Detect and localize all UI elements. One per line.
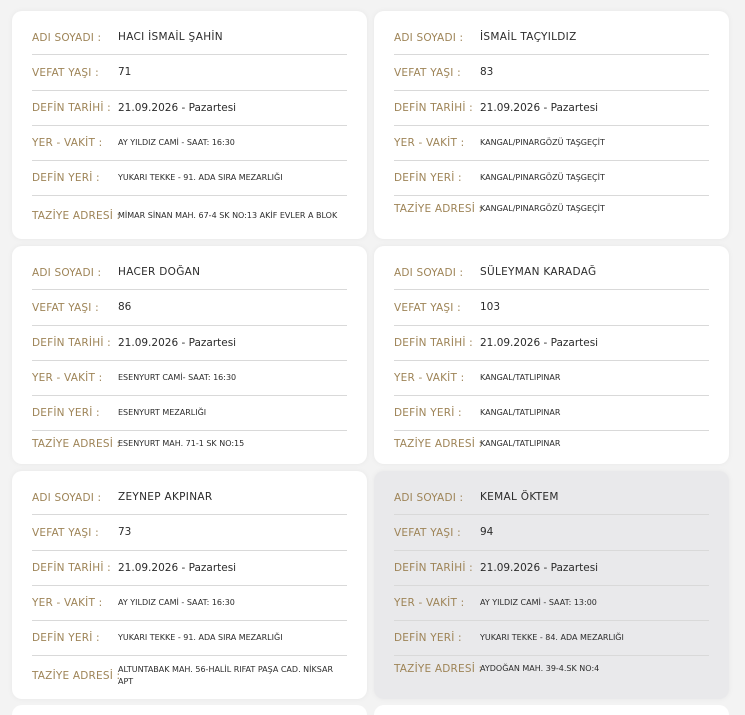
place-time-value: KANGAL/PINARGÖZÜ TAŞGEÇİT <box>480 138 605 147</box>
age-row <box>394 515 709 551</box>
place-time-row <box>394 361 709 396</box>
age-row <box>32 290 347 326</box>
place-time-value: AY YILDIZ CAMİ - SAAT: 16:30 <box>118 598 235 607</box>
burial-row <box>32 396 347 431</box>
date-label: DEFİN TARİHİ : <box>394 337 473 349</box>
condolence-value: ESENYURT MAH. 71-1 SK NO:15 <box>118 438 245 448</box>
name-label: ADI SOYADI : <box>394 31 464 44</box>
date-value: 21.09.2026 - Pazartesi <box>118 101 237 114</box>
condolence-label: TAZİYE ADRESİ : <box>32 670 121 682</box>
burial-label: DEFİN YERİ : <box>32 407 100 419</box>
burial-label: DEFİN YERİ : <box>394 632 462 644</box>
burial-row <box>394 396 709 431</box>
obituary-card[interactable] <box>374 11 729 239</box>
age-label: VEFAT YAŞI : <box>32 526 99 539</box>
place-time-label: YER - VAKİT : <box>32 137 103 149</box>
burial-value: KANGAL/TATLIPINAR <box>480 408 561 417</box>
burial-row <box>394 621 709 656</box>
name-label: ADI SOYADI : <box>394 266 464 279</box>
name-label: ADI SOYADI : <box>32 266 102 279</box>
age-row <box>32 515 347 551</box>
age-row <box>394 55 709 91</box>
date-value: 21.09.2026 - Pazartesi <box>480 101 599 114</box>
date-label: DEFİN TARİHİ : <box>32 102 111 114</box>
condolence-value: AYDOĞAN MAH. 39-4.SK NO:4 <box>480 663 600 673</box>
obituary-card[interactable] <box>12 246 367 464</box>
place-time-row <box>394 126 709 161</box>
condolence-row <box>32 656 347 696</box>
age-row <box>394 290 709 326</box>
condolence-label: TAZİYE ADRESİ : <box>394 437 483 450</box>
name-value: HACI İSMAİL ŞAHİN <box>118 31 223 43</box>
age-value: 103 <box>480 301 501 313</box>
date-row <box>32 551 347 586</box>
condolence-label: TAZİYE ADRESİ : <box>394 662 483 675</box>
name-row <box>394 256 709 290</box>
date-value: 21.09.2026 - Pazartesi <box>118 561 237 574</box>
place-time-label: YER - VAKİT : <box>394 597 465 609</box>
burial-label: DEFİN YERİ : <box>394 172 462 184</box>
date-row <box>394 551 709 586</box>
place-time-label: YER - VAKİT : <box>394 372 465 384</box>
age-value: 94 <box>480 526 494 538</box>
burial-label: DEFİN YERİ : <box>32 632 100 644</box>
obituary-card[interactable] <box>12 11 367 239</box>
burial-label: DEFİN YERİ : <box>394 407 462 419</box>
name-value: SÜLEYMAN KARADAĞ <box>480 266 597 278</box>
place-time-row <box>32 126 347 161</box>
name-row <box>32 256 347 290</box>
name-label: ADI SOYADI : <box>32 31 102 44</box>
place-time-row <box>32 361 347 396</box>
condolence-value: MİMAR SİNAN MAH. 67-4 SK NO:13 AKİF EVLER A BLOK <box>118 211 338 220</box>
age-label: VEFAT YAŞI : <box>394 301 461 314</box>
place-time-label: YER - VAKİT : <box>32 372 103 384</box>
burial-value: YUKARI TEKKE - 91. ADA SIRA MEZARLIĞI <box>118 633 283 642</box>
name-row <box>32 21 347 55</box>
date-value: 21.09.2026 - Pazartesi <box>118 336 237 349</box>
date-label: DEFİN TARİHİ : <box>32 337 111 349</box>
age-label: VEFAT YAŞI : <box>32 301 99 314</box>
name-value: İSMAİL TAÇYILDIZ <box>480 31 577 43</box>
burial-value: YUKARI TEKKE - 91. ADA SIRA MEZARLIĞI <box>118 173 283 182</box>
burial-value: KANGAL/PINARGÖZÜ TAŞGEÇİT <box>480 173 605 182</box>
burial-label: DEFİN YERİ : <box>32 172 100 184</box>
condolence-row <box>394 196 709 221</box>
condolence-label: TAZİYE ADRESİ : <box>32 437 121 450</box>
date-label: DEFİN TARİHİ : <box>32 562 111 574</box>
name-label: ADI SOYADI : <box>32 491 102 504</box>
burial-row <box>32 621 347 656</box>
place-time-value: AY YILDIZ CAMİ - SAAT: 16:30 <box>118 138 235 147</box>
name-value: KEMAL ÖKTEM <box>480 491 559 503</box>
age-label: VEFAT YAŞI : <box>32 66 99 79</box>
date-label: DEFİN TARİHİ : <box>394 102 473 114</box>
condolence-row <box>32 196 347 236</box>
age-row <box>32 55 347 91</box>
obituary-card[interactable] <box>374 246 729 464</box>
age-value: 73 <box>118 526 132 538</box>
date-value: 21.09.2026 - Pazartesi <box>480 561 599 574</box>
burial-row <box>32 161 347 196</box>
age-label: VEFAT YAŞI : <box>394 526 461 539</box>
next-card-edge <box>374 705 729 715</box>
date-label: DEFİN TARİHİ : <box>394 562 473 574</box>
condolence-row <box>32 431 347 456</box>
name-row <box>394 21 709 55</box>
place-time-value: KANGAL/TATLIPINAR <box>480 373 561 382</box>
date-row <box>32 326 347 361</box>
date-row <box>394 326 709 361</box>
burial-row <box>394 161 709 196</box>
name-label: ADI SOYADI : <box>394 491 464 504</box>
obituary-card[interactable] <box>374 471 729 699</box>
condolence-label: TAZİYE ADRESİ : <box>394 202 483 215</box>
place-time-value: ESENYURT CAMİ- SAAT: 16:30 <box>118 373 237 382</box>
name-value: HACER DOĞAN <box>118 266 201 278</box>
date-row <box>394 91 709 126</box>
condolence-row <box>394 656 709 681</box>
condolence-value: KANGAL/PINARGÖZÜ TAŞGEÇİT <box>480 203 605 213</box>
condolence-value: KANGAL/TATLIPINAR <box>480 438 561 448</box>
date-row <box>32 91 347 126</box>
condolence-value: ALTUNTABAK MAH. 56-HALİL RIFAT PAŞA CAD. NİKSAR APT <box>118 665 333 686</box>
age-value: 83 <box>480 66 494 78</box>
place-time-row <box>394 586 709 621</box>
place-time-row <box>32 586 347 621</box>
name-row <box>394 481 709 515</box>
place-time-label: YER - VAKİT : <box>32 597 103 609</box>
condolence-label: TAZİYE ADRESİ : <box>32 210 121 222</box>
date-value: 21.09.2026 - Pazartesi <box>480 336 599 349</box>
condolence-row <box>394 431 709 456</box>
obituary-card[interactable] <box>12 471 367 699</box>
burial-value: YUKARI TEKKE - 84. ADA MEZARLIĞI <box>480 633 624 642</box>
name-row <box>32 481 347 515</box>
next-card-edge <box>12 705 367 715</box>
age-value: 86 <box>118 301 132 313</box>
burial-value: ESENYURT MEZARLIĞI <box>118 408 207 417</box>
name-value: ZEYNEP AKPINAR <box>118 491 213 503</box>
place-time-value: AY YILDIZ CAMİ - SAAT: 13:00 <box>480 598 597 607</box>
age-label: VEFAT YAŞI : <box>394 66 461 79</box>
age-value: 71 <box>118 66 132 78</box>
place-time-label: YER - VAKİT : <box>394 137 465 149</box>
